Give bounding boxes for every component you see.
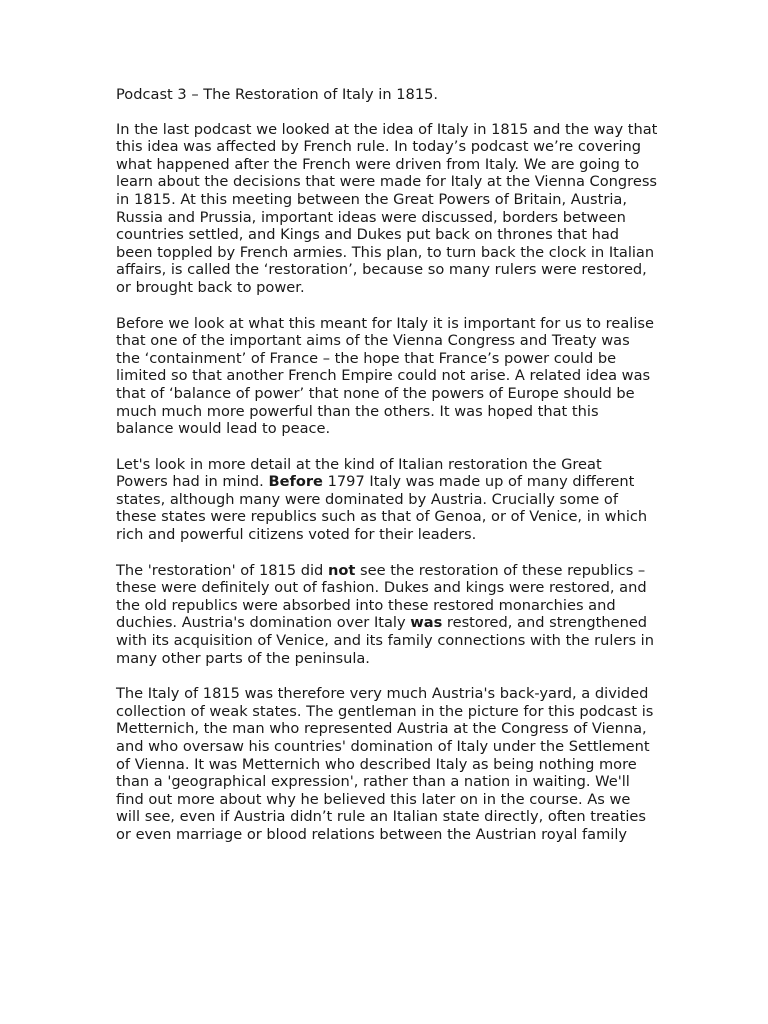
paragraph-2: Before we look at what this meant for Italy it is important for us to realise that one of the important aims of the Vienna Congress and Treaty was the ‘containment’ of France – the hope that France’s power could be limited so that another French Empire could not arise. A related idea was that of ‘balance of power’ that none of the powers of Europe should be much much more powerful than the others. It was hoped that this balance would lead to peace. — [116, 314, 654, 438]
paragraph-4 — [116, 562, 658, 668]
paragraph-4-bold-was: was — [410, 614, 443, 632]
paragraph-3-text-a: Let's look in more detail at the kind of Italian restoration the Great Powers had in mind. — [116, 455, 602, 491]
paragraph-4-text-c: restored, and strengthened with its acquisition of Venice, and its family connections with the rulers in many other parts of the peninsula. — [116, 614, 654, 667]
document-title: Podcast 3 – The Restoration of Italy in 1815. — [116, 86, 439, 103]
paragraph-3 — [116, 456, 658, 544]
paragraph-4-text-a: The 'restoration' of 1815 did — [116, 561, 328, 579]
paragraph-3-bold-before: Before — [268, 473, 323, 491]
paragraph-4-bold-not: not — [327, 561, 356, 579]
paragraph-4-text-b: see the restoration of these republics – these were definitely out of fashion. Dukes and kings were restored, and the old republics were absorbed into these restored monarchies and duchies. Austria's domination over Italy — [116, 561, 647, 632]
paragraph-1: In the last podcast we looked at the idea of Italy in 1815 and the way that this idea was affected by French rule. In today’s podcast we’re covering what happened after the French were driven from Italy. We are going to learn about the decisions that were made for Italy at the Vienna Congress in 1815. At this meeting between the Great Powers of Britain, Austria, Russia and Prussia, important ideas were discussed, borders between countries settled, and Kings and Dukes put back on thrones that had been toppled by French armies. This plan, to turn back the clock in Italian affairs, is called the ‘restoration’, because so many rulers were restored, or brought back to power. — [116, 120, 658, 296]
paragraph-3-text-b: 1797 Italy was made up of many different states, although many were dominated by Austria. Crucially some of these states were republics such as that of Genoa, or of Venice, in which rich and powerful citizens voted for their leaders. — [116, 473, 648, 544]
paragraph-5: The Italy of 1815 was therefore very much Austria's back-yard, a divided collection of weak states. The gentleman in the picture for this podcast is Metternich, the man who represented Austria at the Congress of Vienna, and who oversaw his countries' domination of Italy under the Settlement of Vienna. It was Metternich who described Italy as being nothing more than a 'geographical expression', rather than a nation in waiting. We'll find out more about why he believed this later on in the course. As we will see, even if Austria didn’t rule an Italian state directly, often treaties or even marriage or blood relations between the Austrian royal family — [116, 685, 654, 843]
